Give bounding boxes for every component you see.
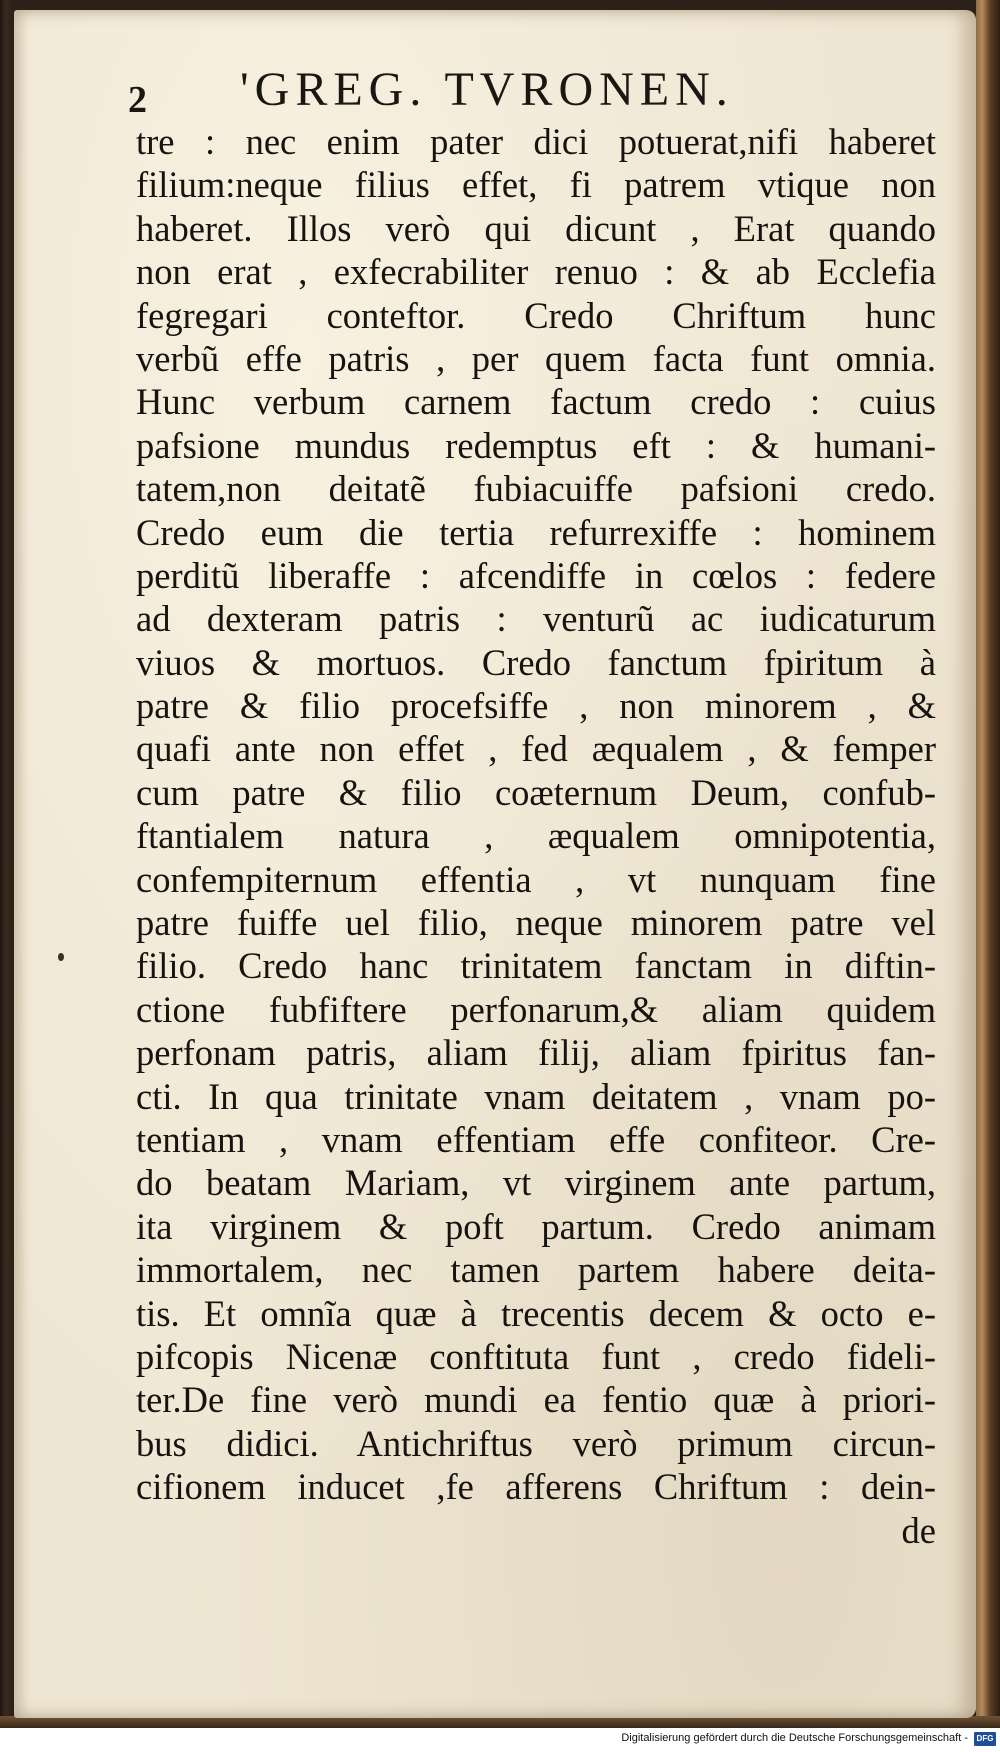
text-line: verbũ effe patris , per quem facta funt omnia. [136, 337, 936, 379]
text-line: tatem,non deitatẽ fubiacuiffe pafsioni credo. [136, 468, 936, 510]
digitization-credit: Digitalisierung gefördert durch die Deutsche Forschungsgemeinschaft - [621, 1732, 968, 1744]
running-head: 'GREG. TVRONEN. [240, 63, 734, 116]
book-edge-right [976, 0, 1000, 1725]
text-block [136, 120, 936, 1552]
text-line: tis. Et omnĩa quæ à trecentis decem & octo e- [136, 1292, 936, 1334]
text-line: perfonam patris, aliam filij, aliam fpiritus fan- [136, 1032, 936, 1074]
text-line: confempiternum effentia , vt nunquam fine [136, 858, 936, 900]
text-line: pifcopis Nicenæ conftituta funt , credo fideli- [136, 1335, 936, 1377]
text-line: Hunc verbum carnem factum credo : cuius [136, 381, 936, 423]
text-line: viuos & mortuos. Credo fanctum fpiritum à [136, 641, 936, 683]
catchword: de [901, 1509, 936, 1551]
text-line: Credo eum die tertia refurrexiffe : hominem [136, 511, 936, 553]
text-line: haberet. Illos verò qui dicunt , Erat quando [136, 207, 936, 249]
text-line: immortalem, nec tamen partem habere deita- [136, 1249, 936, 1291]
text-line: cti. In qua trinitate vnam deitatem , vnam po- [136, 1075, 936, 1117]
text-line: fegregari conteftor. Credo Chriftum hunc [136, 294, 936, 336]
text-line: ad dexteram patris : venturũ ac iudicaturum [136, 598, 936, 640]
text-line: ita virginem & poft partum. Credo animam [136, 1205, 936, 1247]
text-line: ter.De fine verò mundi ea fentio quæ à priori- [136, 1379, 936, 1421]
text-line: pafsione mundus redemptus eft : & humani- [136, 424, 936, 466]
text-line: ctione fubfiftere perfonarum,& aliam quidem [136, 988, 936, 1030]
ink-speck [58, 953, 64, 961]
text-line: quafi ante non effet , fed æqualem , & femper [136, 728, 936, 770]
text-line: cifionem inducet ,fe afferens Chriftum : dein- [136, 1466, 936, 1508]
text-line: patre fuiffe uel filio, neque minorem patre vel [136, 902, 936, 944]
text-line: bus didici. Antichriftus verò primum circun- [136, 1422, 936, 1464]
text-line: filium:neque filius effet, fi patrem vtique non [136, 164, 936, 206]
text-line: tre : nec enim pater dici potuerat,nifi haberet [136, 121, 936, 162]
text-line: perditũ liberaffe : afcendiffe in cœlos : federe [136, 554, 936, 596]
text-line: patre & filio procefsiffe , non minorem , & [136, 685, 936, 727]
text-line: non erat , exfecrabiliter renuo : & ab Ecclefia [136, 251, 936, 293]
text-line: filio. Credo hanc trinitatem fanctam in diftin- [136, 945, 936, 987]
text-line: tentiam , vnam effentiam effe confiteor. Cre- [136, 1118, 936, 1160]
page-number: 2 [128, 79, 147, 121]
dfg-logo: DFG [974, 1732, 996, 1746]
text-line: do beatam Mariam, vt virginem ante partum, [136, 1162, 936, 1204]
text-line: ftantialem natura , æqualem omnipotentia, [136, 815, 936, 857]
text-line: cum patre & filio coæternum Deum, confub- [136, 771, 936, 813]
